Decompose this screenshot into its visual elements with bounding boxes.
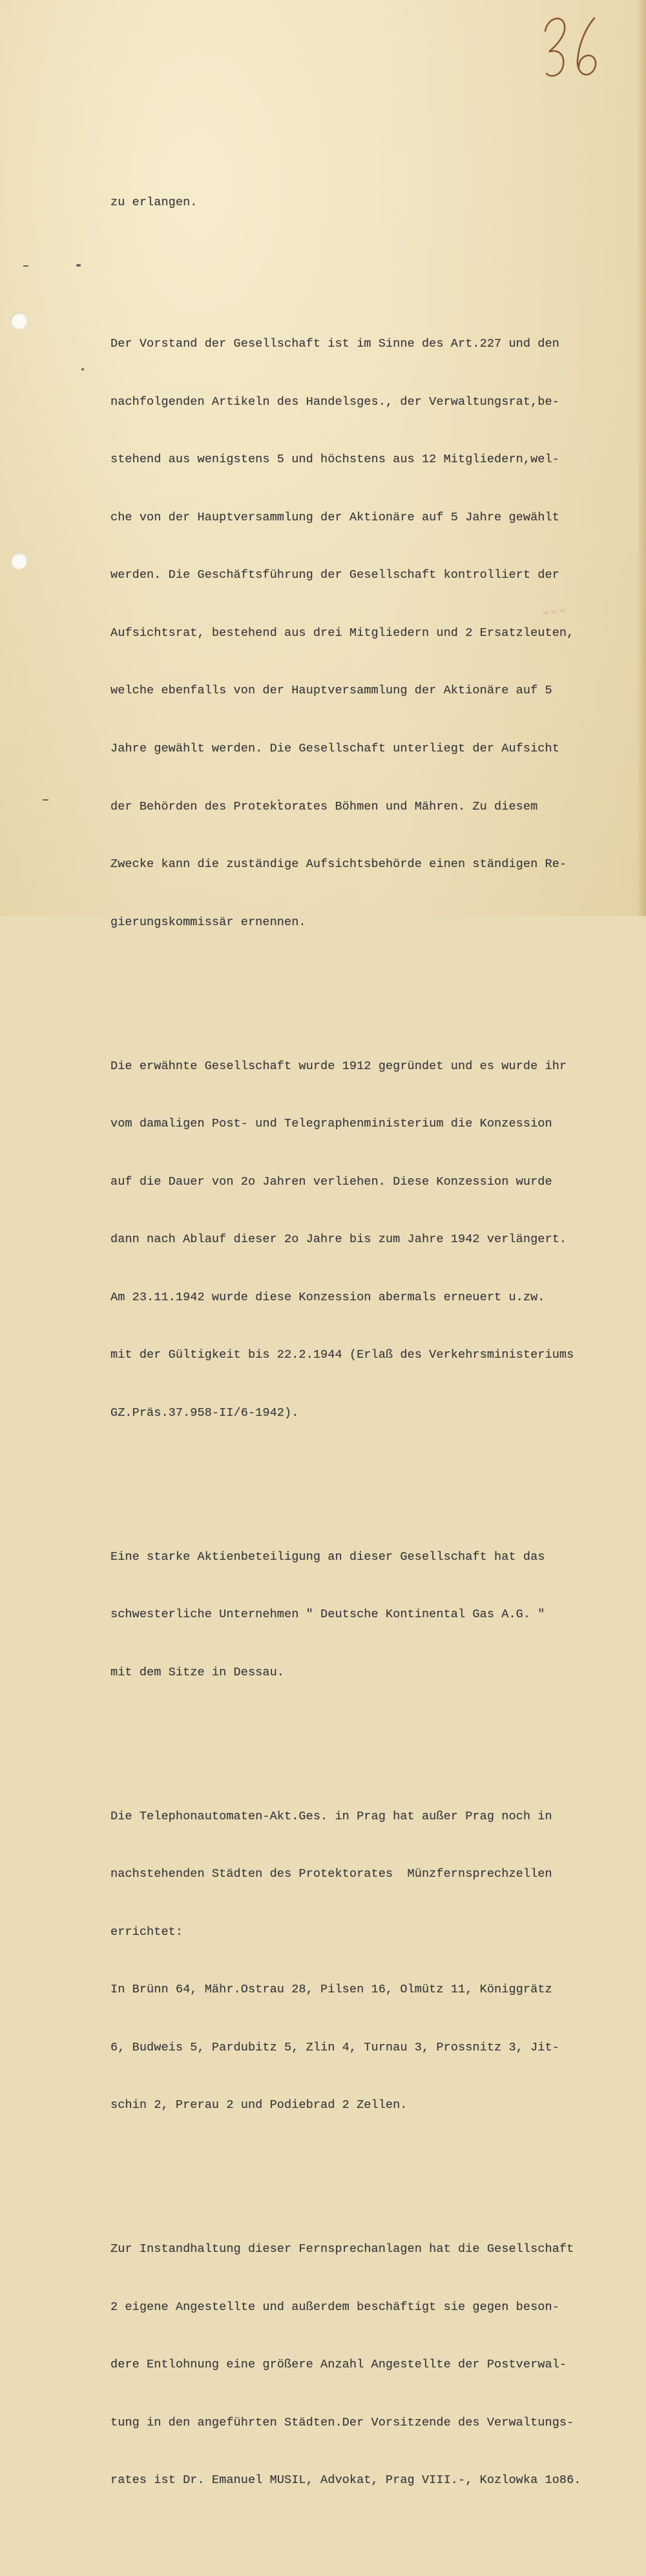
- text-line: 2 eigene Angestellte und außerdem beschäftigt sie gegen beson-: [110, 2300, 559, 2314]
- text-line: Zur Instandhaltung dieser Fernsprechanlagen hat die Gesellschaft: [110, 2242, 574, 2256]
- handwritten-page-number: [541, 12, 601, 83]
- text-line: vom damaligen Post- und Telegraphenministerium die Konzession: [110, 1117, 552, 1131]
- text-line: Eine starke Aktienbeteiligung an dieser Gesellschaft hat das: [110, 1549, 545, 1564]
- margin-dot: [81, 368, 84, 371]
- text-line: Die Telephonautomaten-Akt.Ges. in Prag hat außer Prag noch in: [110, 1809, 552, 1823]
- text-line: Jahre gewählt werden. Die Gesellschaft unterliegt der Aufsicht: [110, 742, 559, 755]
- paragraph-6: [110, 2201, 614, 2528]
- text-line: stehend aus wenigstens 5 und höchstens aus 12 Mitgliedern,wel-: [110, 453, 559, 467]
- handwritten-page-number-drawing: [541, 12, 601, 83]
- paragraph-1: [110, 155, 614, 251]
- text-line: tung in den angeführten Städten.Der Vorsitzende des Verwaltungs-: [110, 2415, 574, 2429]
- text-line: In Brünn 64, Mähr.Ostrau 28, Pilsen 16, Olmütz 11, Königgrätz: [110, 1983, 552, 1997]
- text-line: schwesterliche Unternehmen " Deutsche Kontinental Gas A.G. ": [110, 1608, 545, 1622]
- text-line: 6, Budweis 5, Pardubitz 5, Zlin 4, Turnau 3, Prossnitz 3, Jit-: [110, 2040, 559, 2054]
- text-line: Am 23.11.1942 wurde diese Konzession abermals erneuert u.zw.: [110, 1290, 545, 1304]
- margin-marks: [0, 0, 103, 916]
- paragraph-5: [110, 1768, 614, 2154]
- text-line: dann nach Ablauf dieser 2o Jahre bis zum Jahre 1942 verlängert.: [110, 1232, 567, 1247]
- paragraph-3: [110, 1018, 614, 1461]
- text-line: GZ.Präs.37.958-II/6-1942).: [110, 1406, 299, 1420]
- text-line: Aufsichtsrat, bestehend aus drei Mitgliedern und 2 Ersatzleuten,: [110, 626, 574, 640]
- text-line: dere Entlohnung eine größere Anzahl Angestellte der Postverwal-: [110, 2358, 567, 2372]
- faint-stamp-mark: ≈≈≈: [540, 604, 568, 619]
- text-line: errichtet:: [110, 1925, 183, 1939]
- paragraph-4: [110, 1509, 614, 1721]
- text-line: Zwecke kann die zuständige Aufsichtsbehörde einen ständigen Re-: [110, 857, 567, 872]
- text-line: che von der Hauptversammlung der Aktionäre auf 5 Jahre gewählt: [110, 510, 559, 524]
- text-line: der Behörden des Protektorates Böhmen und Mähren. Zu diesem: [110, 799, 538, 813]
- text-line: rates ist Dr. Emanuel MUSIL, Advokat, Prag VIII.-, Kozlowka 1o86.: [110, 2473, 581, 2488]
- margin-dash: [43, 799, 48, 801]
- page-edge-shadow: [637, 0, 646, 916]
- text-line: welche ebenfalls von der Hauptversammlung der Aktionäre auf 5: [110, 684, 552, 698]
- text-line: schin 2, Prerau 2 und Podiebrad 2 Zellen.: [110, 2098, 408, 2112]
- text-line: zu erlangen.: [110, 196, 198, 210]
- text-line: Der Vorstand der Gesellschaft ist im Sinne des Art.227 und den: [110, 337, 559, 351]
- text-line: werden. Die Geschäftsführung der Gesellschaft kontrolliert der: [110, 568, 559, 582]
- typewritten-text: [110, 116, 614, 2576]
- margin-blot: [76, 264, 81, 267]
- margin-dash: [23, 265, 28, 267]
- text-line: auf die Dauer von 2o Jahren verliehen. Diese Konzession wurde: [110, 1174, 552, 1189]
- text-line: mit der Gültigkeit bis 22.2.1944 (Erlaß des Verkehrsministeriums: [110, 1348, 574, 1362]
- text-line: nachfolgenden Artikeln des Handelsges., der Verwaltungsrat,be-: [110, 394, 559, 409]
- paragraph-2: [110, 296, 614, 971]
- text-line: gierungskommissär ernennen.: [110, 915, 306, 929]
- text-line: Die erwähnte Gesellschaft wurde 1912 gegründet und es wurde ihr: [110, 1059, 567, 1073]
- text-line: nachstehenden Städten des Protektorates Münzfernsprechzellen: [110, 1867, 552, 1881]
- text-line: mit dem Sitze in Dessau.: [110, 1665, 284, 1679]
